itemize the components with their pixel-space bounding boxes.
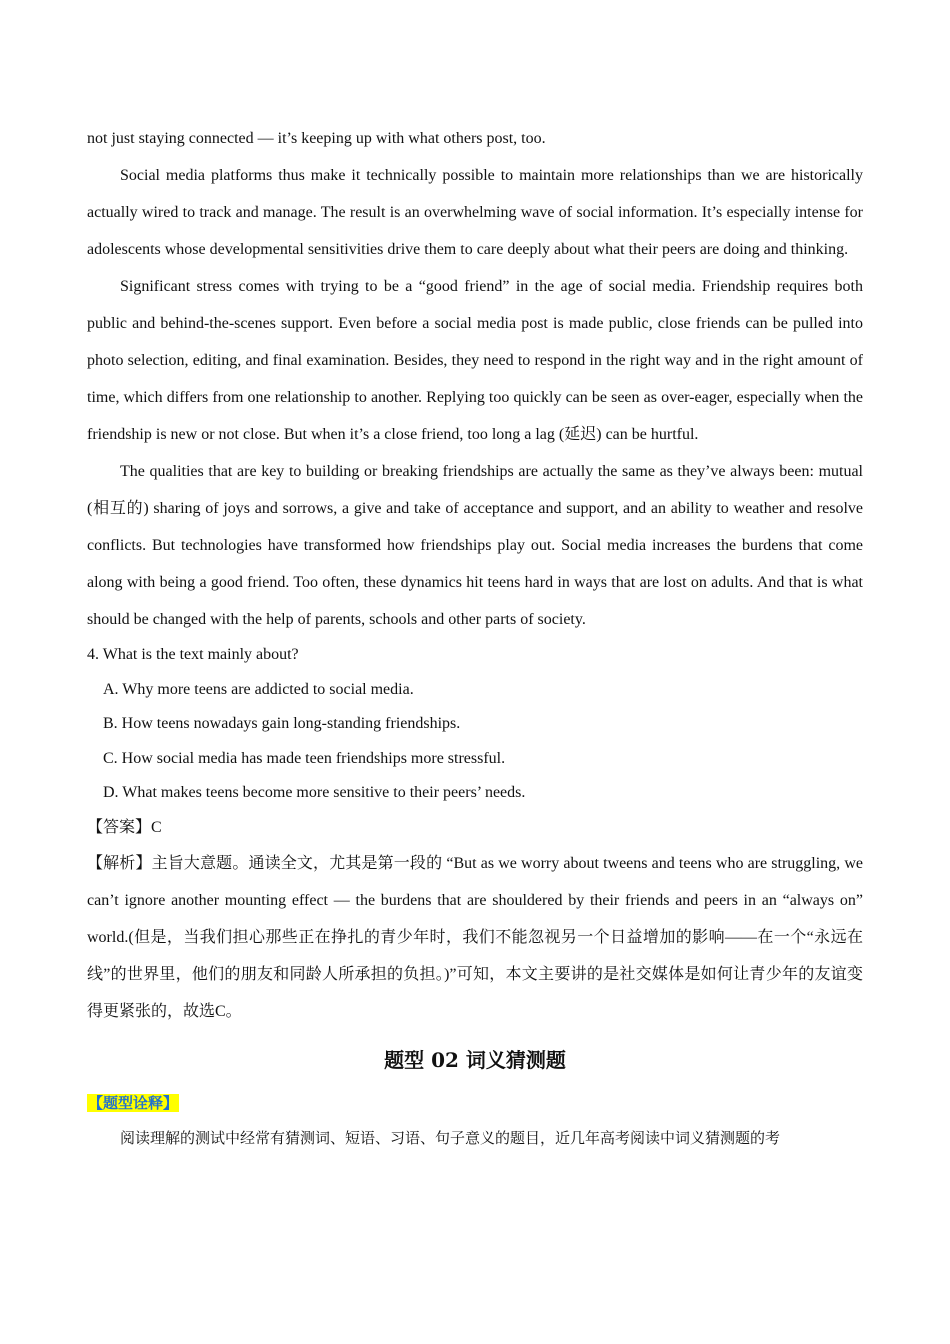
section-tag: 【题型诠释】 — [88, 1094, 179, 1112]
option-c: C. How social media has made teen friendships more stressful. — [103, 749, 506, 767]
passage-paragraph-2: Significant stress comes with trying to be a “good friend” in the age of social media. Friendship requires both public and behind-the-scenes support. Even before a social media post is made public, close friends can be pulled into photo selection, editing, and final examination. Besides, they need to respond in the right way and in the right amount of time, which differs from one relationship to another. Replying too quickly can be seen as over-eager, especially when the friendship is new or not close. But when it’s a close friend, too long a lag (延迟) can be hurtful. — [87, 278, 863, 443]
question-stem: 4. What is the text mainly about? — [87, 646, 299, 663]
option-a: A. Why more teens are addicted to social media. — [103, 680, 414, 698]
document-page — [87, 120, 863, 1156]
analysis-paragraph: 【解析】主旨大意题。通读全文，尤其是第一段的 “But as we worry about tweens and teens who are struggling, we can’t ignore another mounting effect — the burdens that are shouldered by their friends and peers in an “always on” world.(但是，当我们担心那些正在挣扎的青少年时，我们不能忽视另一个日益增加的影响——在一个“永远在线”的世界里，他们的朋友和同龄人所承担的负担。)”可知，本文主要讲的是社交媒体是如何让青少年的友谊变得更紧张的，故选C。 — [87, 855, 863, 1020]
passage-paragraph-1: Social media platforms thus make it technically possible to maintain more relationships than we are historically actually wired to track and manage. The result is an overwhelming wave of social information. It’s especially intense for adolescents whose developmental sensitivities drive them to care deeply about what their peers are doing and thinking. — [87, 167, 863, 258]
passage-paragraph-3: The qualities that are key to building or breaking friendships are actually the same as they’ve always been: mutual (相互的) sharing of joys and sorrows, a give and take of acceptance and support, and an ability to weather and resolve conflicts. But technologies have transformed how friendships play out. Social media increases the burdens that come along with being a good friend. Too often, these dynamics hit teens hard in ways that are lost on adults. And that is what should be changed with the help of parents, schools and other parts of society. — [87, 463, 863, 628]
option-b: B. How teens nowadays gain long-standing friendships. — [103, 715, 461, 732]
section-intro: 阅读理解的测试中经常有猜测词、短语、习语、句子意义的题目，近几年高考阅读中词义猜测题的考 — [120, 1129, 781, 1147]
section-tag-line — [87, 1090, 863, 1117]
passage-paragraph-0: not just staying connected — it’s keeping up with what others post, too. — [87, 130, 546, 147]
option-d: D. What makes teens become more sensitive to their peers’ needs. — [103, 784, 526, 801]
answer-line: 【答案】C — [87, 818, 162, 836]
section-title: 题型 02 词义猜测题 — [384, 1048, 566, 1072]
